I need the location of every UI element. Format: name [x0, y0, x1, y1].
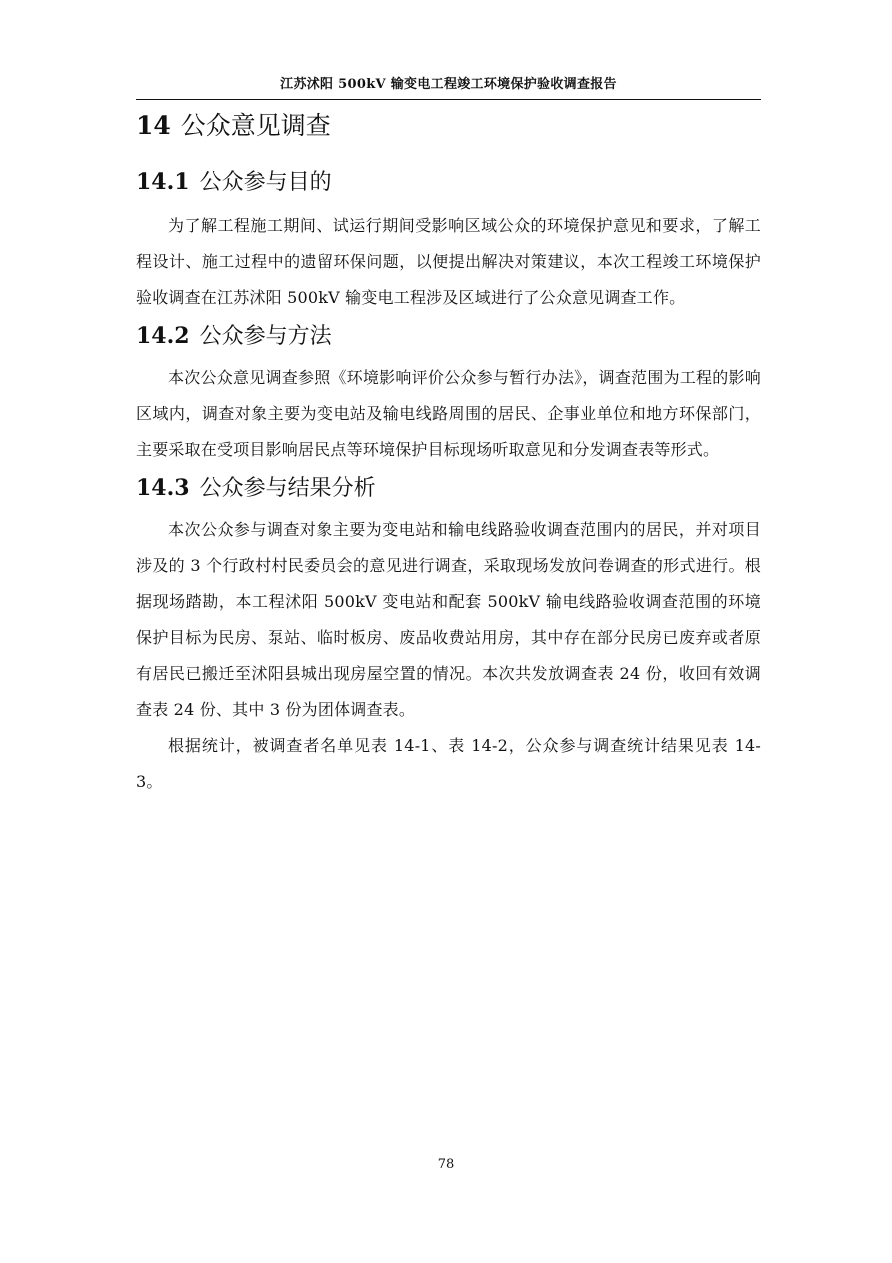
section-title: 公众参与方法: [199, 324, 332, 349]
section-number: 14.2: [136, 323, 190, 349]
body-paragraph: 为了解工程施工期间、试运行期间受影响区域公众的环境保护意见和要求，了解工程设计、施工过程中的遗留环保问题，以便提出解决对策建议，本次工程竣工环境保护验收调查在江苏沭阳 500kV 输变电工程涉及区域进行了公众意见调查工作。: [136, 216, 761, 307]
page-number: 78: [437, 1157, 455, 1172]
section-title: 公众参与目的: [199, 170, 332, 195]
page-content: [136, 106, 761, 800]
body-paragraph: 本次公众参与调查对象主要为变电站和输电线路验收调查范围内的居民，并对项目涉及的 3 个行政村村民委员会的意见进行调查，采取现场发放问卷调查的形式进行。根据现场踏勘，本工程沭阳 500kV 变电站和配套 500kV 输电线路验收调查范围的环境保护目标为民房、泵站、临时板房、废品收费站用房，其中存在部分民房已废弃或者原有居民已搬迁至沭阳县城出现房屋空置的情况。本次共发放调查表 24 份，收回有效调查表 24 份、其中 3 份为团体调查表。: [136, 520, 761, 719]
section-heading: [136, 318, 761, 354]
body-paragraph: 本次公众意见调查参照《环境影响评价公众参与暂行办法》，调查范围为工程的影响区域内，调查对象主要为变电站及输电线路周围的居民、企事业单位和地方环保部门，主要采取在受项目影响居民点等环境保护目标现场听取意见和分发调查表等形式。: [136, 368, 761, 459]
section-number: 14.1: [136, 169, 190, 195]
chapter-number: 14: [136, 111, 171, 140]
header-rule: [136, 99, 761, 100]
running-header: 江苏沭阳 500kV 输变电工程竣工环境保护验收调查报告: [280, 77, 617, 92]
chapter-title: 公众意见调查: [180, 111, 331, 140]
body-paragraph: 根据统计，被调查者名单见表 14-1、表 14-2，公众参与调查统计结果见表 14-3。: [136, 736, 761, 791]
chapter-heading: [136, 106, 761, 150]
section-number: 14.3: [136, 475, 190, 501]
section-heading: [136, 470, 761, 506]
section-heading: [136, 164, 761, 200]
section-title: 公众参与结果分析: [199, 476, 376, 501]
